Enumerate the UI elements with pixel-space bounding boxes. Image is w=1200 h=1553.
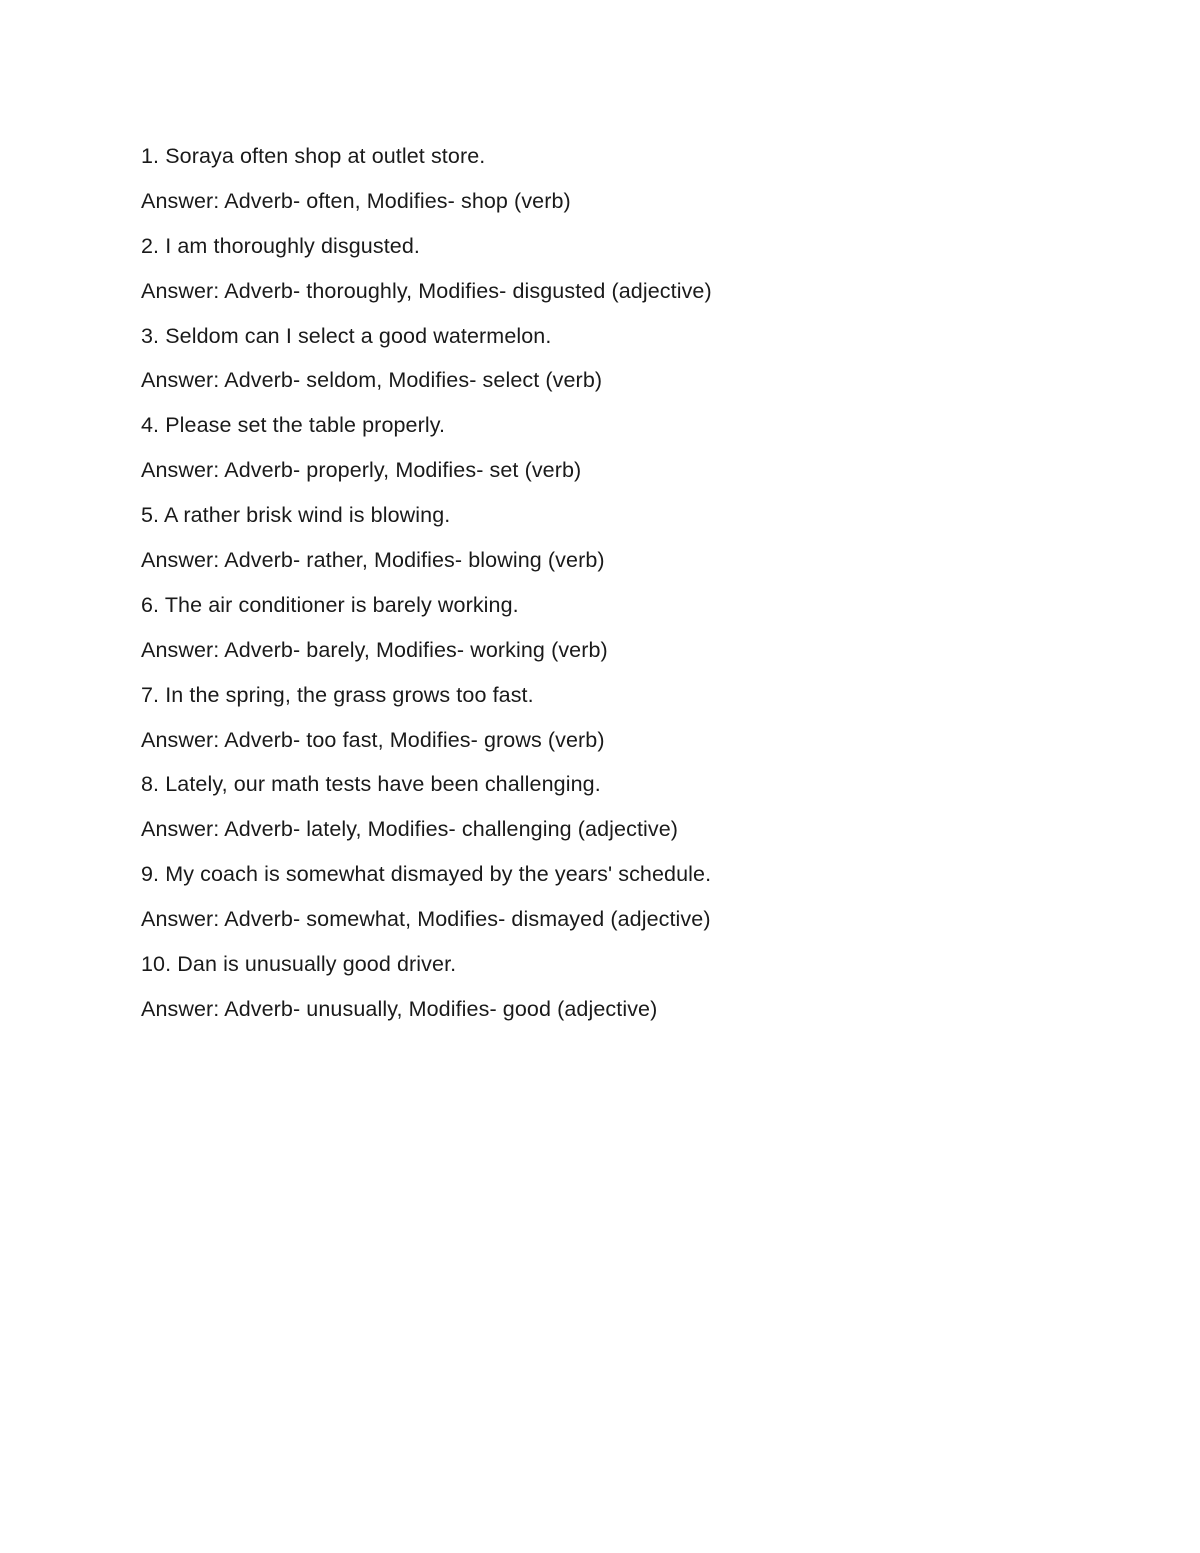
answer-1: Answer: Adverb- often, Modifies- shop (verb) — [141, 188, 571, 213]
document-body — [141, 141, 1101, 1039]
answer-3: Answer: Adverb- seldom, Modifies- select (verb) — [141, 368, 603, 393]
answer-9: Answer: Adverb- somewhat, Modifies- dismayed (adjective) — [141, 907, 711, 932]
answer-4: Answer: Adverb- properly, Modifies- set (verb) — [141, 458, 582, 483]
question-5: 5. A rather brisk wind is blowing. — [141, 503, 451, 528]
question-3: 3. Seldom can I select a good watermelon. — [141, 323, 552, 348]
answer-6: Answer: Adverb- barely, Modifies- working (verb) — [141, 637, 608, 662]
question-4: 4. Please set the table properly. — [141, 413, 446, 438]
question-1: 1. Soraya often shop at outlet store. — [141, 144, 486, 168]
answer-2: Answer: Adverb- thoroughly, Modifies- disgusted (adjective) — [141, 278, 712, 303]
answer-5: Answer: Adverb- rather, Modifies- blowing (verb) — [141, 548, 605, 573]
question-8: 8. Lately, our math tests have been challenging. — [141, 772, 601, 797]
answer-8: Answer: Adverb- lately, Modifies- challenging (adjective) — [141, 817, 679, 842]
answer-10: Answer: Adverb- unusually, Modifies- good (adjective) — [141, 996, 658, 1021]
answer-7: Answer: Adverb- too fast, Modifies- grows (verb) — [141, 727, 605, 752]
question-9: 9. My coach is somewhat dismayed by the years' schedule. — [141, 862, 712, 887]
question-6: 6. The air conditioner is barely working. — [141, 592, 519, 617]
question-10: 10. Dan is unusually good driver. — [141, 952, 457, 977]
question-2: 2. I am thoroughly disgusted. — [141, 233, 420, 258]
question-7: 7. In the spring, the grass grows too fast. — [141, 682, 534, 707]
